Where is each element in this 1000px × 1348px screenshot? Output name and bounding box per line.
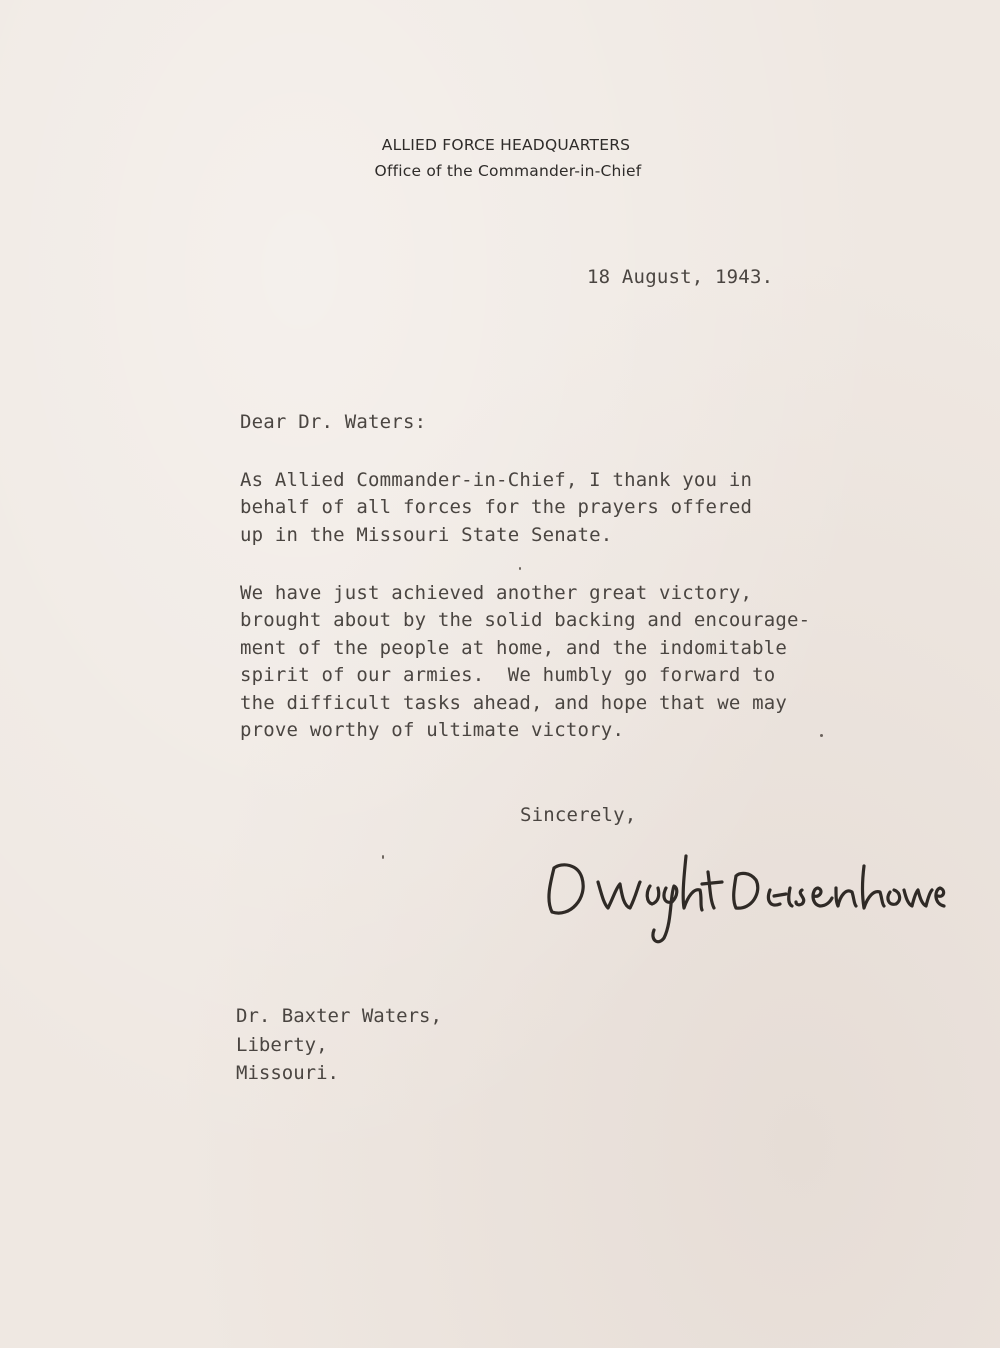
- letter-date: 18 August, 1943.: [587, 266, 774, 288]
- paragraph-line: brought about by the solid backing and encourage-: [240, 609, 811, 632]
- letterhead-office: Office of the Commander-in-Chief: [374, 162, 642, 180]
- paragraph-line: behalf of all forces for the prayers offered: [240, 496, 753, 519]
- letterhead-organization: ALLIED FORCE HEADQUARTERS: [381, 136, 631, 154]
- closing: Sincerely,: [520, 804, 637, 826]
- body-paragraph-2: [240, 580, 810, 744]
- paper-speck: [820, 734, 823, 737]
- paragraph-line: We have just achieved another great victory,: [240, 582, 753, 604]
- paragraph-line: prove worthy of ultimate victory.: [240, 719, 625, 742]
- paragraph-line: ment of the people at home, and the indomitable: [240, 636, 788, 659]
- address-line: Dr. Baxter Waters,: [236, 1005, 442, 1027]
- paragraph-line: spirit of our armies. We humbly go forward to: [240, 664, 776, 687]
- paragraph-line: the difficult tasks ahead, and hope that we may: [240, 691, 788, 714]
- paper-speck: [519, 567, 521, 570]
- recipient-address: [236, 1002, 442, 1088]
- paragraph-line: As Allied Commander-in-Chief, I thank you in: [240, 469, 753, 491]
- paragraph-line: up in the Missouri State Senate.: [240, 523, 613, 546]
- address-line: Liberty,: [236, 1033, 328, 1056]
- body-paragraph-1: [240, 467, 752, 549]
- handwritten-signature: [540, 826, 950, 946]
- paper-speck: [382, 855, 384, 859]
- salutation: Dear Dr. Waters:: [240, 411, 427, 433]
- address-line: Missouri.: [236, 1062, 339, 1084]
